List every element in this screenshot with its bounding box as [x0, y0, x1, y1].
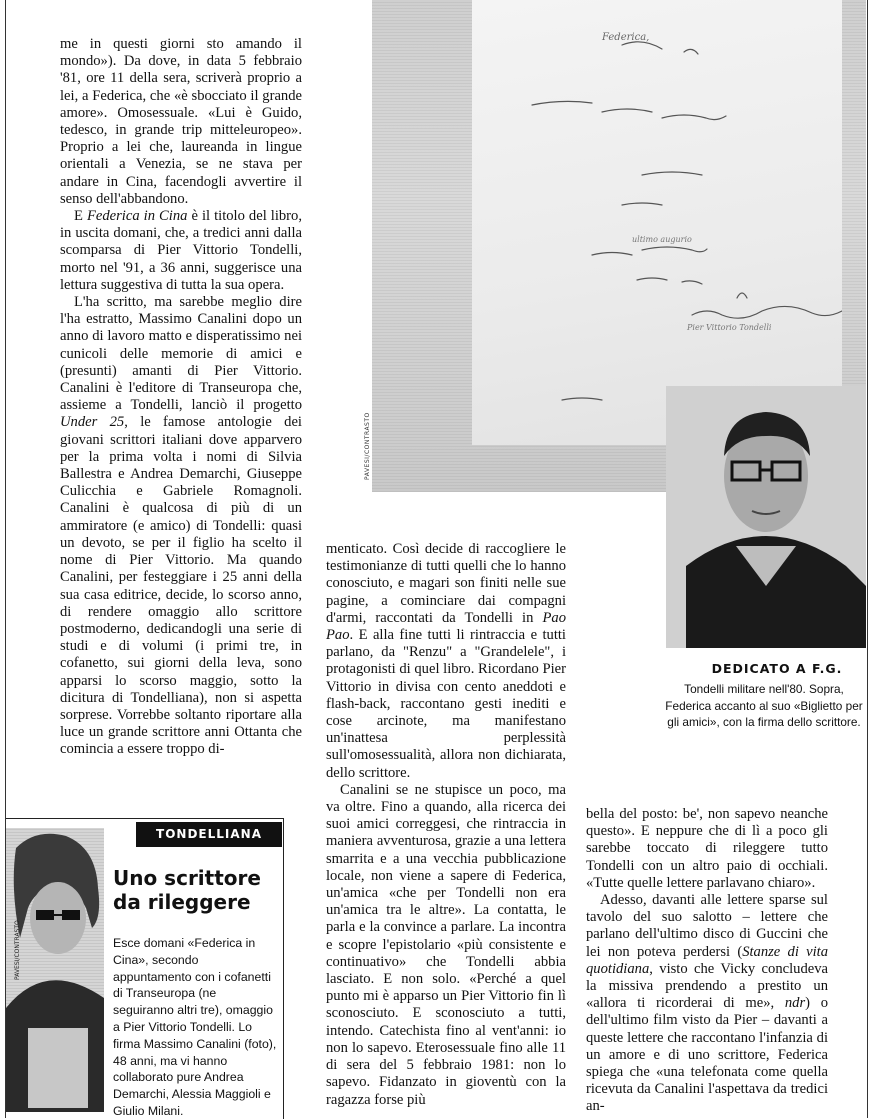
- paragraph: L'ha scritto, ma sarebbe meglio dire l'ha estratto, Massimo Canalini dopo un anno di lavoro matto e disperatissimo nei cunicoli delle memorie di amici e (presunti) amanti di Pier Vittorio. Canalini è l'editore di Transeuropa che, assieme a Tondelli, lanciò il progetto Under 25, le famose antologie dei giovani scrittori italiani dove apparvero per la prima volta i nomi di Silvia Ballestra e Andrea Demarchi, Giuseppe Culicchia e Gabriele Romagnoli. Canalini è qualcosa di più di un ammiratore (e amico) di Tondelli: quasi un devoto, se per il figlio ha scelto il nome di Pier Vittorio. Ma quando Canalini, per festeggiare i 25 anni della sua casa editrice, decide, lo scorso anno, di rendere omaggio allo scrittore postmoderno, dedicandogli una serie di studi e di volumi (i primi tre, in cofanetto, sui giorni della leva, sono apparsi lo scorso maggio, sotto la dicitura di Tondelliana), non si aspetta sorprese. Vorrebbe soltanto riportare alla luce un grande scrittore anni Ottanta che comincia a essere troppo di-: [60, 294, 302, 758]
- article-column-2: [326, 541, 566, 1109]
- section-tag: TONDELLIANA: [136, 822, 282, 847]
- paragraph: Canalini se ne stupisce un poco, ma va oltre. Fino a quando, alla ricerca dei suoi amici correggesi, che rintraccia in maniera avventurosa, grazie a una lettera smarrita e a una vecchia pubblicazione locale, non viene a sapere di Federica, un'amica «che per Tondelli non era un'amica tra le altre». La contatta, le parla e la convince a parlare. La incontra e scopre l'epistolario «più consistente e continuativo» che Tondelli abbia lasciato. E non solo. «Perché a quel punto mi è apparso un Pier Vittorio fin lì sconosciuto. E sconosciuto a tutti, intendo. Catechista fino al vent'anni: io non lo sapevo. Eterosessuale fino alle 11 di sera del 5 febbraio 1981: non lo sapevo. Fidanzato in gioventù con la ragazza forse più: [326, 781, 566, 1108]
- article-column-1: [60, 36, 302, 759]
- sidebar-title-line: da rileggere: [113, 890, 251, 914]
- portrait-illustration: [666, 386, 866, 648]
- letter-paper: [472, 0, 842, 445]
- caption-title: DEDICATO A F.G.: [711, 661, 843, 676]
- sidebar-text: Esce domani «Federica in Cina», secondo appuntamento con i cofanetti di Transeuropa (ne seguiranno altri tre), omaggio a Pier Vittorio Tondelli. Lo firma Massimo Canalini (foto), 48 anni, ma vi hanno collaborato pure Andrea Demarchi, Alessia Maggioli e Giulio Milani.: [113, 936, 277, 1118]
- caption-text: Tondelli militare nell'80. Sopra, Federica accanto al suo «Biglietto per gli amici», con la firma dello scrittore.: [665, 682, 863, 729]
- paragraph: me in questi giorni sto amando il mondo»). Da dove, in data 5 febbraio '81, ore 11 della sera, scriverà proprio a lei, a Federica, che «è sbocciato il grande amore». Omosessuale. «Lui è Guido, tedesco, in grande trip mitteleuropeo». Proprio a lei che, laureanda in lingue orientali a Venezia, se ne stava per andare in Cina, facendogli avvertire il senso dell'abbandono.: [60, 36, 302, 207]
- photo-credit: PAVESI/CONTRASTO: [364, 412, 371, 480]
- paragraph: menticato. Così decide di raccogliere le testimonianze di tutti quelli che lo hanno conosciuto, e magari son finiti nelle sue pagine, a cominciare dai compagni d'armi, raccontati da Tondelli in Pao Pao. E alla fine tutti li rintraccia e tutti parlano, da "Renzu" a "Grandelele", i protagonisti di quel libro. Ricordano Pier Vittorio in divisa con cento aneddoti e flash-back, raccontano gesti inediti e cose arcinote, ma manifestano un'inattesa perplessità sull'omosessualità, allora non dichiarata, dello scrittore.: [326, 541, 566, 781]
- svg-text:ultimo augurio: ultimo augurio: [632, 235, 692, 244]
- article-column-3: [586, 806, 828, 1116]
- svg-text:Pier Vittorio Tondelli: Pier Vittorio Tondelli: [687, 323, 772, 332]
- sidebar-title: [113, 866, 281, 914]
- sidebar-title-line: Uno scrittore: [113, 866, 261, 890]
- paragraph: bella del posto: be', non sapevo neanche questo». E neppure che di lì a poco gli sarebbe toccato di rileggere tutto Tondelli con un altro paio di occhiali. «Tutte quelle lettere parlavano chiaro».: [586, 806, 828, 891]
- svg-text:Federica,: Federica,: [602, 32, 650, 43]
- handwriting-illustration: [472, 0, 842, 445]
- page-border-right: [867, 0, 868, 1118]
- sidebar-photo-credit: PAVESI/CONTRASTO: [14, 920, 21, 980]
- paragraph: Adesso, davanti alle lettere sparse sul tavolo del suo salotto – lettere che parlano dell'ultimo disco di Guccini che lei non poteva perdersi (Stanze di vita quotidiana, visto che Vicky concludeva la missiva prendendo a prestito un «allora ti ricorderai di me», ndr) o dell'ultimo film visto da Pier – davanti a queste lettere che raccontano l'infanzia di un amore e di uno scrittore, Federica spiega che «una telefonata come quella ricevuta da Canalini l'aspettava da tredici an-: [586, 892, 828, 1115]
- paragraph: E Federica in Cina è il titolo del libro, in uscita domani, che, a tredici anni dalla scomparsa di Pier Vittorio Tondelli, morto nel '91, a 36 anni, suggerisce una lettura suggestiva di tutta la sua opera.: [60, 208, 302, 293]
- portrait-photo: [666, 386, 866, 648]
